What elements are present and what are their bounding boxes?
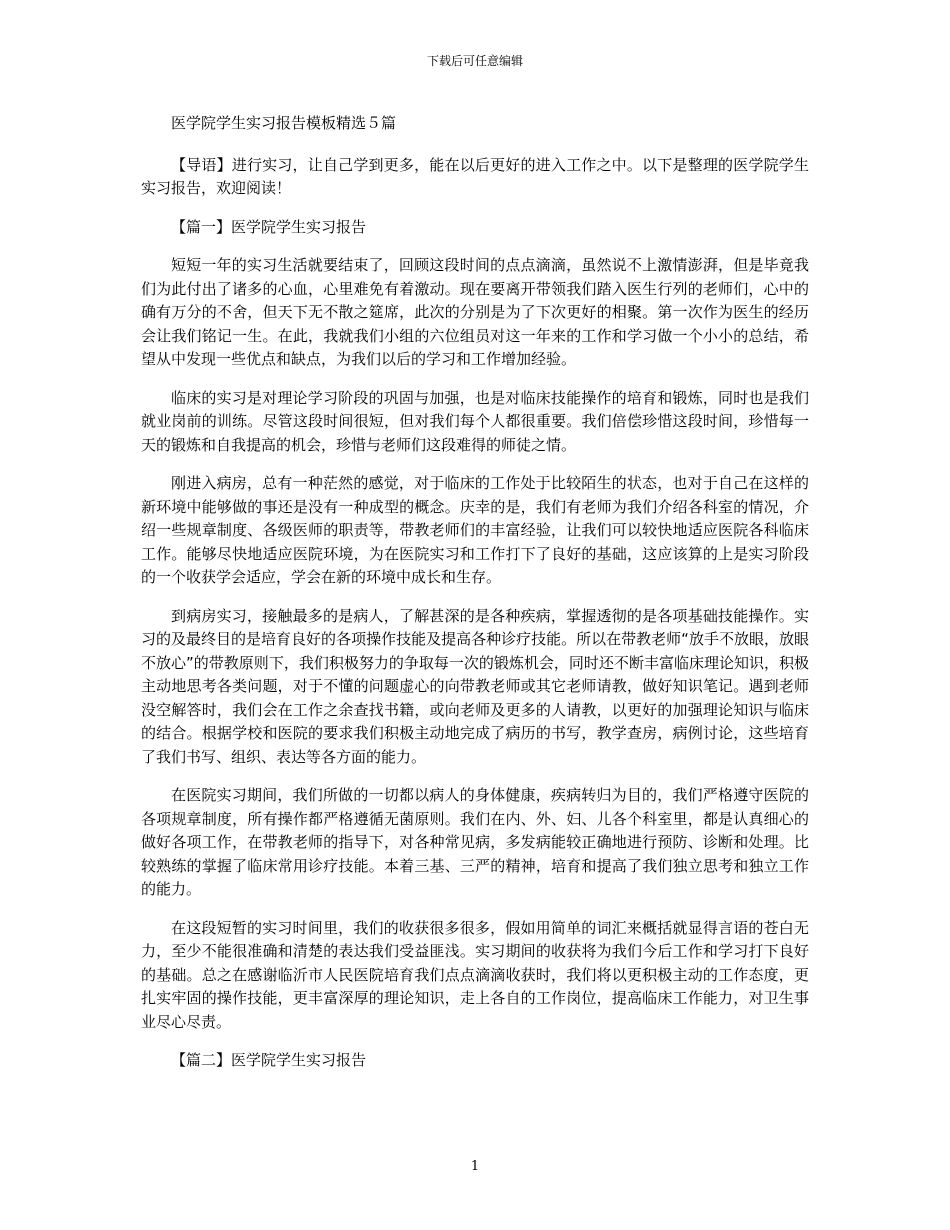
document-body <box>141 112 809 1088</box>
intro-paragraph: 【导语】进行实习，让自己学到更多，能在以后更好的进入工作之中。以下是整理的医学院学生实习报告，欢迎阅读！ <box>141 155 809 197</box>
body-paragraph: 短短一年的实习生活就要结束了，回顾这段时间的点点滴滴，虽然说不上激情澎湃，但是毕竟我们为此付出了诸多的心血，心里难免有着激动。现在要离开带领我们踏入医生行列的老师们，心中的确有万分的不舍，但天下无不散之筵席，此次的分别是为了下次更好的相聚。第一次作为医生的经历会让我们铭记一生。在此，我就我们小组的六位组员对这一年来的工作和学习做一个小小的总结，希望从中发现一些优点和缺点，为我们以后的学习和工作增加经验。 <box>141 256 809 368</box>
body-paragraph: 在这段短暂的实习时间里，我们的收获很多很多，假如用简单的词汇来概括就显得言语的苍白无力，至少不能很准确和清楚的表达我们受益匪浅。实习期间的收获将为我们今后工作和学习打下良好的基础。总之在感谢临沂市人民医院培育我们点点滴滴收获时，我们将以更积极主动的工作态度，更扎实牢固的操作技能，更丰富深厚的理论知识，走上各自的工作岗位，提高临床工作能力，对卫生事业尽心尽责。 <box>141 918 809 1031</box>
section-heading-2: 【篇二】医学院学生实习报告 <box>171 1051 367 1069</box>
section-heading-1: 【篇一】医学院学生实习报告 <box>171 217 367 236</box>
body-paragraph: 临床的实习是对理论学习阶段的巩固与加强，也是对临床技能操作的培育和锻炼，同时也是我们就业岗前的训练。尽管这段时间很短，但对我们每个人都很重要。我们倍偿珍惜这段时间，珍惜每一天的锻炼和自我提高的机会，珍惜与老师们这段难得的师徒之情。 <box>141 388 809 454</box>
body-paragraph: 在医院实习期间，我们所做的一切都以病人的身体健康，疾病转归为目的，我们严格遵守医院的各项规章制度，所有操作都严格遵循无菌原则。我们在内、外、妇、儿各个科室里，都是认真细心的做好各项工作，在带教老师的指导下，对各种常见病，多发病能较正确地进行预防、诊断和处理。比较熟练的掌握了临床常用诊疗技能。本着三基、三严的精神，培育和提高了我们独立思考和独立工作的能力。 <box>141 786 809 898</box>
page-number: 1 <box>470 1159 480 1174</box>
document-title: 医学院学生实习报告模板精选５篇 <box>171 114 397 132</box>
body-paragraph: 刚进入病房，总有一种茫然的感觉，对于临床的工作处于比较陌生的状态，也对于自己在这样的新环境中能够做的事还是没有一种成型的概念。庆幸的是，我们有老师为我们介绍各科室的情况，介绍一些规章制度、各级医师的职责等，带教老师们的丰富经验，让我们可以较快地适应医院各科临床工作。能够尽快地适应医院环境，为在医院实习和工作打下了良好的基础，这应该算的上是实习阶段的一个收获学会适应，学会在新的环境中成长和生存。 <box>141 474 809 586</box>
body-paragraph: 到病房实习，接触最多的是病人，了解甚深的是各种疾病，掌握透彻的是各项基础技能操作。实习的及最终目的是培育良好的各项操作技能及提高各种诊疗技能。所以在带教老师“放手不放眼，放眼不放心”的带教原则下，我们积极努力的争取每一次的锻炼机会，同时还不断丰富临床理论知识，积极主动地思考各类问题，对于不懂的问题虚心的向带教老师或其它老师请教，做好知识笔记。遇到老师没空解答时，我们会在工作之余查找书籍，或向老师及更多的人请教，以更好的加强理论知识与临床的结合。根据学校和医院的要求我们积极主动地完成了病历的书写，教学查房，病例讨论，这些培育了我们书写、组织、表达等各方面的能力。 <box>141 606 809 766</box>
header-note: 下载后可任意编辑 <box>426 54 523 68</box>
